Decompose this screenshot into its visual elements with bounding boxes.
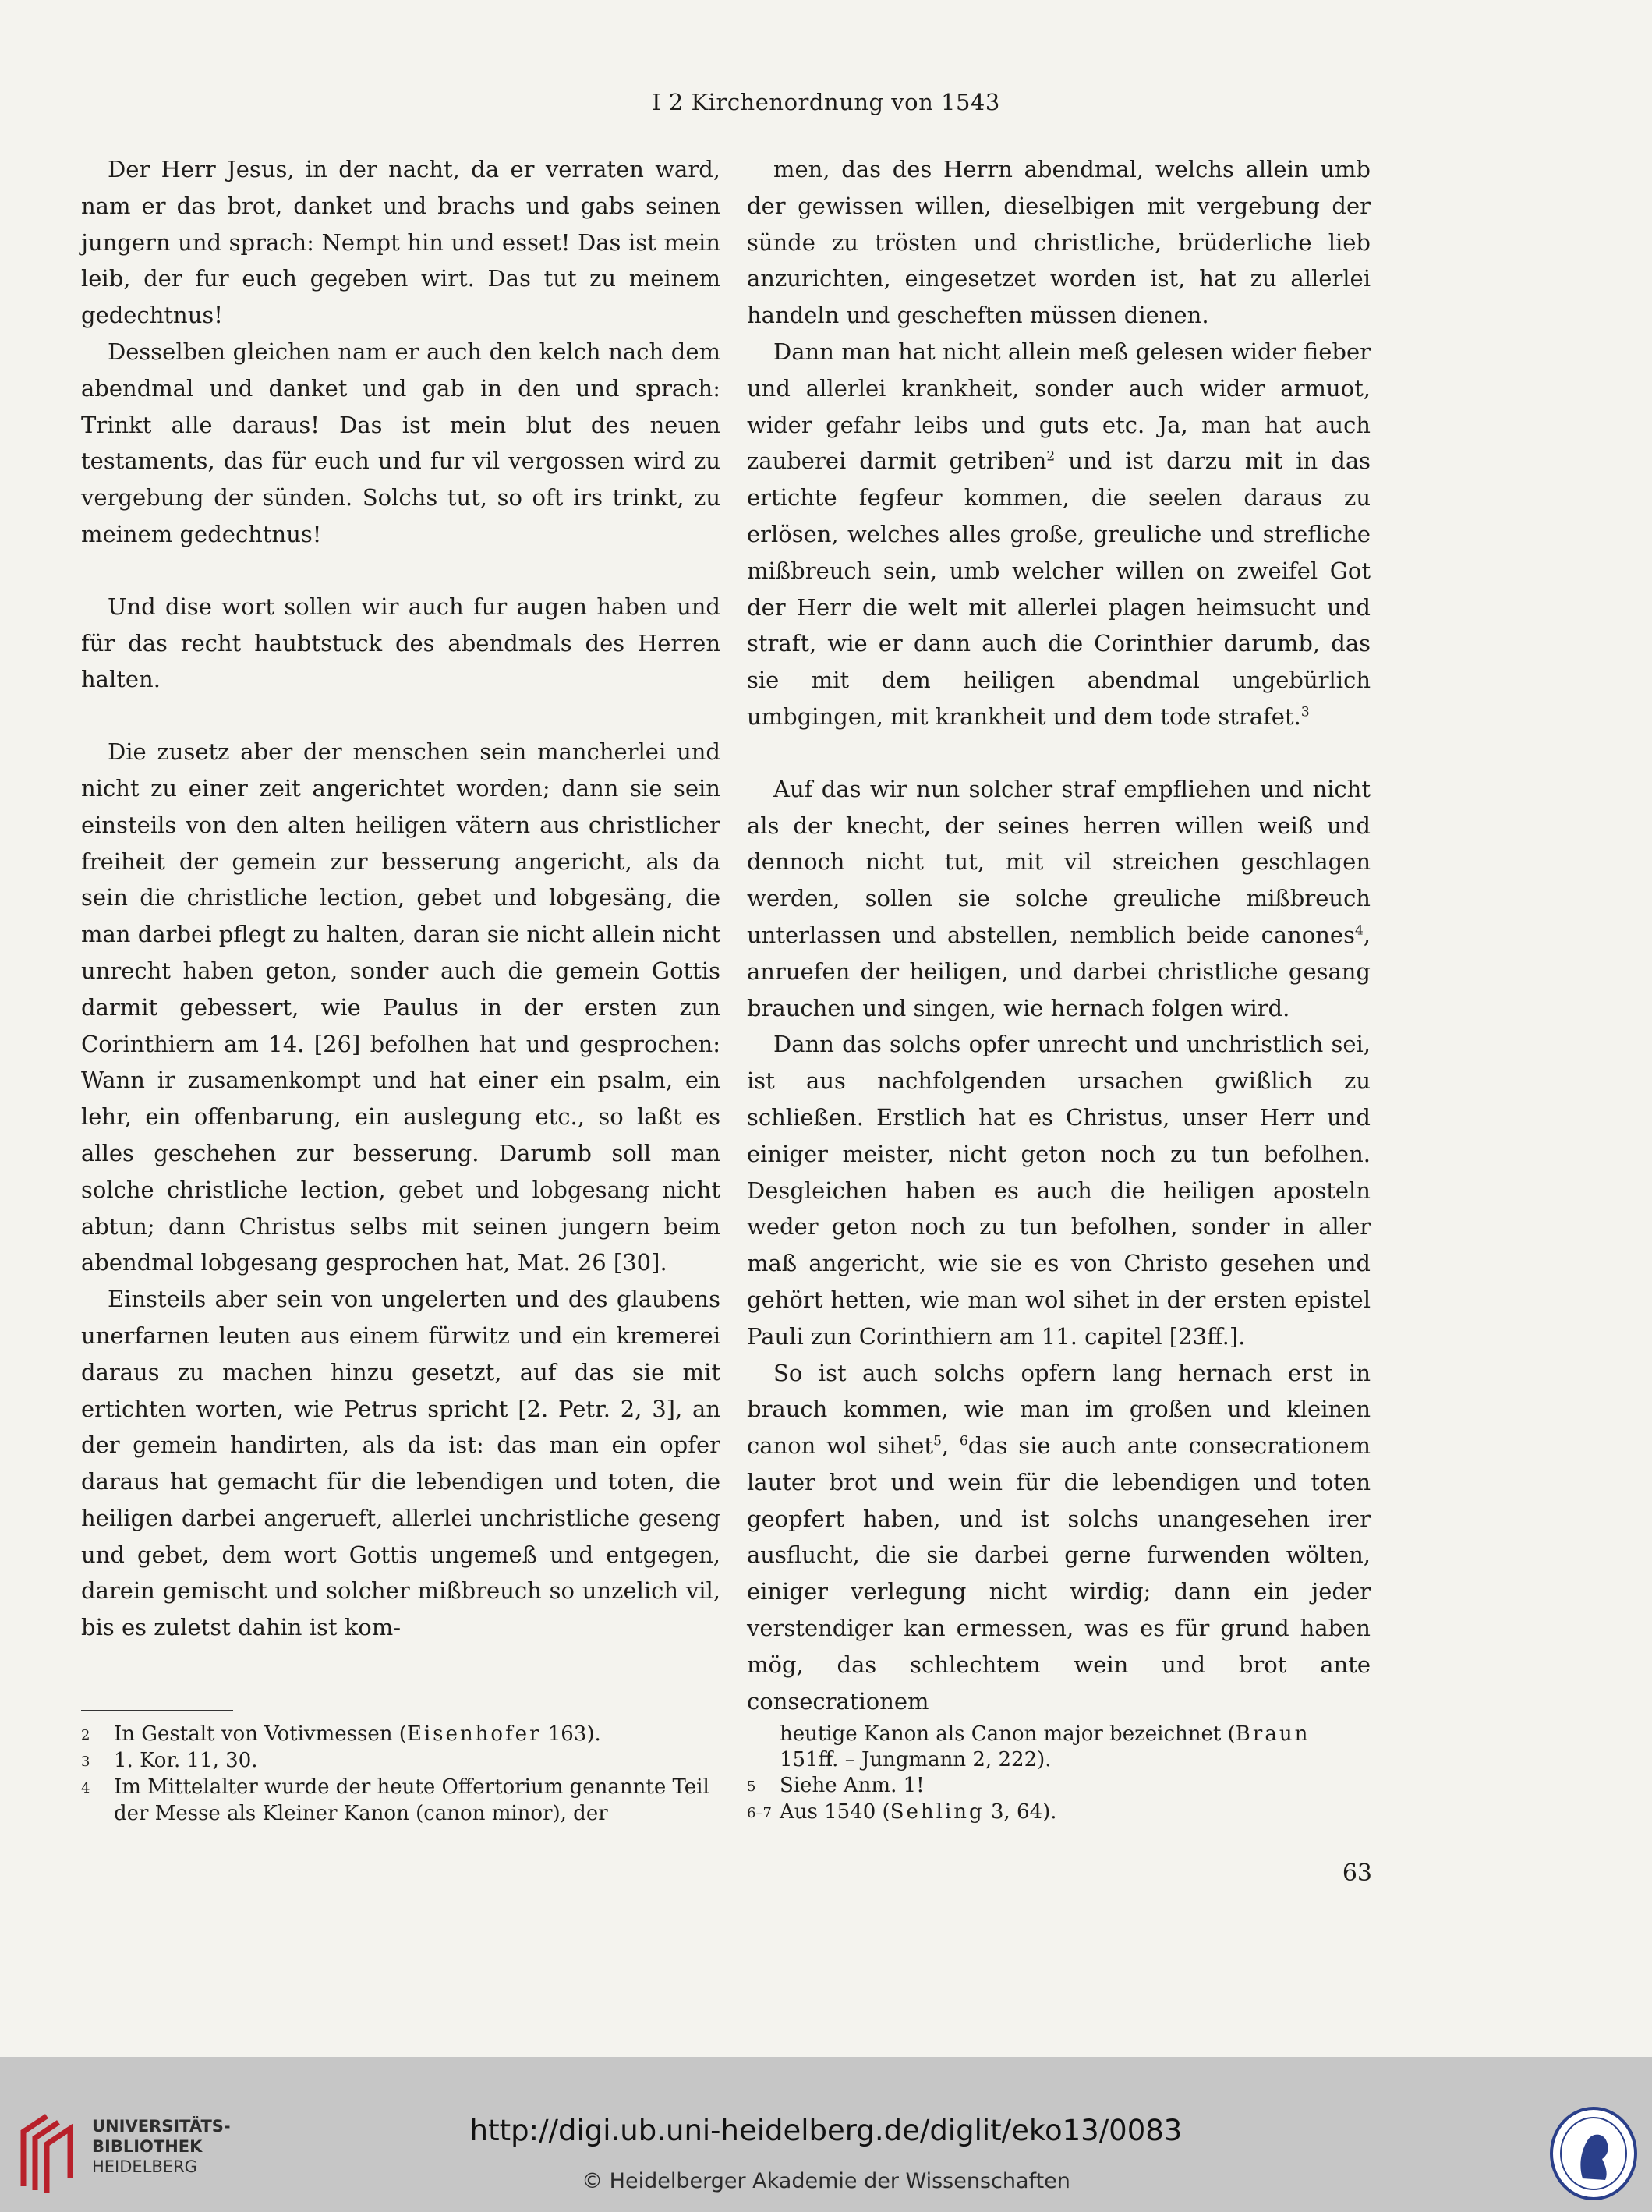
- right-column: [747, 151, 1371, 1719]
- footnote-text: 1. Kor. 11, 30.: [114, 1749, 258, 1772]
- footnote-text: Im Mittelalter wurde der heute Offertorium genannte Teil der Messe als Kleiner Kanon (canon minor), der: [114, 1775, 709, 1825]
- footnotes-right: [747, 1722, 1371, 1826]
- paragraph: men, das des Herrn abendmal, welchs allein umb der gewissen willen, dieselbigen mit vergebung der sünde zu trösten und christliche, brüderliche lieb anzurichten, eingesetzet worden ist, hat zu allerlei handeln und gescheften müssen dienen.: [747, 156, 1371, 329]
- footnote-rule: [81, 1710, 233, 1711]
- text-run: Dann man hat nicht allein meß gelesen wider fieber und allerlei krankheit, sonder auch wider armuot, wider gefahr leibs und guts etc. Ja, man hat auch zauberei darmit getriben: [747, 338, 1371, 475]
- paragraph: [747, 771, 1371, 1027]
- footnote-number: 4: [81, 1780, 90, 1796]
- library-name-line: UNIVERSITÄTS-: [92, 2117, 231, 2136]
- paragraph: [747, 334, 1371, 735]
- footnote-ref[interactable]: 3: [1300, 704, 1310, 720]
- text-run: Auf das wir nun solcher straf empfliehen und nicht als der knecht, der seines herren willen weiß und dennoch nicht tut, mit vil streichen geschlagen werden, sollen sie solche greuliche mißbreuch unterlassen und abstellen, nemblich beide canones: [747, 775, 1371, 948]
- permalink-url[interactable]: http://digi.ub.uni-heidelberg.de/diglit/eko13/0083: [469, 2114, 1183, 2147]
- footnote: [747, 1722, 1371, 1773]
- footnote-text: heutige Kanon als Canon major bezeichnet (: [780, 1722, 1236, 1746]
- text-run: ,: [941, 1432, 960, 1460]
- footnote-text: 163).: [541, 1722, 601, 1746]
- footnote-author: Braun: [1235, 1722, 1311, 1746]
- footnote-text: 151ff. – Jungmann 2, 222).: [780, 1748, 1052, 1771]
- text-run: und ist darzu mit in das ertichte fegfeur kommen, die seelen daraus zu erlösen, welches alles große, greuliche und strefliche mißbreuch sein, umb welcher willen on zweifel Got der Herr die welt mit allerlei plagen heimsucht und straft, wie er dann auch die Corinthier darumb, das sie mit dem heiligen abendmal ungebürlich umbgingen, mit krankheit und dem tode strafet.: [747, 448, 1371, 730]
- footnote-text: Aus 1540 (: [780, 1800, 890, 1824]
- footnote-ref[interactable]: 6: [959, 1433, 968, 1449]
- paragraph: Und dise wort sollen wir auch fur augen haben und für das recht haubtstuck des abendmals des Herren halten.: [81, 593, 720, 693]
- paragraph: Einsteils aber sein von ungelerten und des glaubens unerfarnen leuten aus einem fürwitz und ein kremerei daraus zu machen hinzu gesetzt, auf das sie mit ertichten worten, wie Petrus spricht [2. Petr. 2, 3], an der gemein handirten, als da ist: das man ein opfer daraus hat gemacht für die lebendigen und toten, die heiligen darbei angerueft, allerlei unchristliche geseng und gebet, dem wort Gottis ungemeß und entgegen, darein gemischt und solcher mißbreuch so unzelich vil, bis es zuletst dahin ist kom-: [81, 1286, 720, 1641]
- footnote-author: Eisenhofer: [406, 1722, 542, 1746]
- footnotes-left: [81, 1722, 720, 1827]
- footnote-text: Siehe Anm. 1!: [780, 1774, 925, 1797]
- footnote-number: 5: [747, 1778, 756, 1795]
- paragraph: Dann das solchs opfer unrecht und unchristlich sei, ist aus nachfolgenden ursachen gwißlich zu schließen. Erstlich hat es Christus, unser Herr und einiger meister, nicht geton noch zu tun befolhen. Desgleichen haben es auch die heiligen aposteln weder geton noch zu tun befolhen, sonder in aller maß angericht, wie sie es von Christo gesehen und gehört hetten, wie man wol sihet in der ersten epistel Pauli zun Corinthiern am 11. capitel [23ff.].: [747, 1031, 1371, 1350]
- footnote-text: In Gestalt von Votivmessen (: [114, 1722, 407, 1746]
- footnote: [747, 1773, 1371, 1800]
- digitization-footer: [0, 2057, 1652, 2212]
- library-name-line: BIBLIOTHEK: [92, 2137, 203, 2156]
- footnote-ref[interactable]: 2: [1046, 448, 1056, 465]
- footnote: [81, 1748, 720, 1775]
- text-run: , anruefen der heiligen, und darbei christliche gesang brauchen und singen, wie hernach folgen wird.: [747, 921, 1371, 1021]
- footnote: [81, 1775, 720, 1827]
- paragraph: Der Herr Jesus, in der nacht, da er verraten ward, nam er das brot, danket und brachs und gabs seinen jungern und sprach: Nempt hin und esset! Das ist mein leib, der fur euch gegeben wirt. Das tut zu meinem gedechtnus!: [81, 156, 720, 329]
- footnote: [747, 1800, 1371, 1826]
- footnote-ref[interactable]: 4: [1354, 922, 1364, 939]
- copyright-notice: © Heidelberger Akademie der Wissenschaften: [582, 2169, 1070, 2193]
- left-column: [81, 151, 720, 1646]
- text-run: So ist auch solchs opfern lang hernach erst in brauch kommen, wie man im großen und kleinen canon wol sihet: [747, 1359, 1371, 1460]
- footnote-number: 3: [81, 1754, 90, 1770]
- footnote-author: Sehling: [890, 1800, 985, 1824]
- paragraph: Desselben gleichen nam er auch den kelch nach dem abendmal und danket und gab in den und sprach: Trinkt alle daraus! Das ist mein blut des neuen testaments, das für euch und fur vil vergossen wird zu vergebung der sünden. Solchs tut, so oft irs trinkt, zu meinem gedechtnus!: [81, 338, 720, 547]
- footnote: [81, 1722, 720, 1748]
- text-run: das sie auch ante consecrationem lauter brot und wein für die lebendigen und toten geopfert haben, und ist solchs unangesehen irer ausflucht, die sie darbei gerne furwenden wölten, einiger verlegung nicht wirdig; dann ein jeder verstendiger kan ermessen, was es für grund haben mög, das schlechtem wein und brot ante consecrationem: [747, 1432, 1371, 1715]
- running-header: I 2 Kirchenordnung von 1543: [652, 89, 1000, 115]
- page-number: 63: [1342, 1860, 1372, 1887]
- footnote-number: 6–7: [747, 1805, 772, 1821]
- footnote-number: 2: [81, 1727, 90, 1743]
- footnote-ref[interactable]: 5: [933, 1433, 942, 1449]
- academy-seal-icon: [1548, 2104, 1640, 2203]
- footnote-text: 3, 64).: [984, 1800, 1057, 1824]
- paragraph: Die zusetz aber der menschen sein mancherlei und nicht zu einer zeit angerichtet worden; dann sie sein einsteils von den alten heiligen vätern aus christlicher freiheit der gemein zur besserung angericht, als da sein die christliche lection, gebet und lobgesäng, die man darbei pflegt zu halten, daran sie nicht allein nicht unrecht haben geton, sonder auch die gemein Gottis darmit gebessert, wie Paulus in der ersten zun Corinthiern am 14. [26] befolhen hat und gesprochen: Wann ir zusamenkompt und hat einer ein psalm, ein lehr, ein offenbarung, ein auslegung etc., so laßt es alles geschehen zur besserung. Darumb soll man solche christliche lection, gebet und lobgesang nicht abtun; dann Christus selbs mit seinen jungern beim abendmal lobgesang gesprochen hat, Mat. 26 [30].: [81, 738, 720, 1276]
- library-name-line: HEIDELBERG: [92, 2157, 197, 2176]
- paragraph: [747, 1355, 1371, 1720]
